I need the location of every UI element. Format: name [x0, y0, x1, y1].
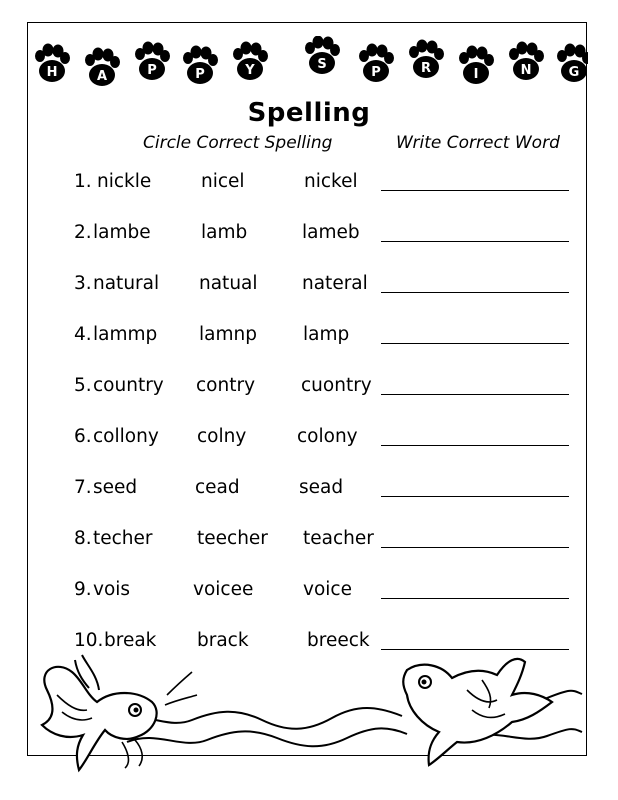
- paw-print-letter-icon: [233, 42, 268, 81]
- banner-letter: P: [195, 67, 205, 82]
- choice-3[interactable]: lameb: [302, 222, 360, 243]
- choice-1[interactable]: break: [104, 630, 157, 651]
- choice-2[interactable]: teecher: [197, 528, 268, 549]
- instruction-circle: Circle Correct Spelling: [143, 133, 333, 153]
- choice-3[interactable]: breeck: [307, 630, 370, 651]
- banner-letter: R: [420, 61, 432, 76]
- choice-3[interactable]: colony: [297, 426, 358, 447]
- answer-line[interactable]: [381, 445, 569, 446]
- instruction-write: Write Correct Word: [396, 133, 560, 153]
- paw-print-letter-icon: [409, 40, 444, 79]
- banner-letter: G: [568, 65, 580, 80]
- word-row: [0, 426, 618, 456]
- worksheet-title: Spelling: [247, 98, 371, 128]
- row-number: 7.: [74, 477, 92, 498]
- paw-print-letter-icon: [35, 44, 70, 83]
- choice-2[interactable]: lamnp: [199, 324, 257, 345]
- choice-1[interactable]: nickle: [97, 171, 152, 192]
- choice-2[interactable]: nicel: [201, 171, 245, 192]
- banner-letter: H: [46, 65, 58, 80]
- paw-print-letter-icon: [85, 48, 120, 87]
- paw-print-letter-icon: [359, 44, 394, 83]
- fish-left-icon: [42, 655, 197, 770]
- paw-print-letter-icon: [183, 46, 218, 85]
- choice-3[interactable]: voice: [303, 579, 352, 600]
- choice-1[interactable]: vois: [93, 579, 131, 600]
- choice-2[interactable]: contry: [196, 375, 256, 396]
- row-number: 10.: [74, 630, 104, 651]
- choice-1[interactable]: collony: [93, 426, 159, 447]
- choice-2[interactable]: colny: [197, 426, 247, 447]
- choice-2[interactable]: natual: [199, 273, 258, 294]
- choice-1[interactable]: lammp: [93, 324, 158, 345]
- choice-3[interactable]: cuontry: [301, 375, 372, 396]
- banner-letter: N: [520, 63, 532, 78]
- word-row: [0, 222, 618, 252]
- row-number: 3.: [74, 273, 92, 294]
- happy-spring-paw-banner: [30, 36, 588, 90]
- choice-1[interactable]: techer: [93, 528, 153, 549]
- paw-print-letter-icon: [135, 42, 170, 81]
- paw-print-letter-icon: [459, 46, 494, 85]
- answer-line[interactable]: [381, 292, 569, 293]
- word-row: [0, 477, 618, 507]
- choice-3[interactable]: lamp: [303, 324, 350, 345]
- choice-2[interactable]: lamb: [201, 222, 248, 243]
- word-row: [0, 171, 618, 201]
- answer-line[interactable]: [381, 190, 569, 191]
- paw-print-letter-icon: [305, 36, 340, 74]
- paw-print-letter-icon: [557, 44, 588, 83]
- word-row: [0, 273, 618, 303]
- fish-right-icon: [403, 659, 552, 765]
- choice-3[interactable]: nateral: [302, 273, 368, 294]
- choice-1[interactable]: natural: [93, 273, 160, 294]
- choice-2[interactable]: brack: [197, 630, 249, 651]
- choice-2[interactable]: cead: [195, 477, 240, 498]
- choice-1[interactable]: lambe: [93, 222, 151, 243]
- answer-line[interactable]: [381, 343, 569, 344]
- row-number: 9.: [74, 579, 92, 600]
- banner-letter: P: [371, 65, 381, 80]
- answer-line[interactable]: [381, 394, 569, 395]
- choice-3[interactable]: sead: [299, 477, 344, 498]
- choice-3[interactable]: nickel: [304, 171, 358, 192]
- word-row: [0, 528, 618, 558]
- answer-line[interactable]: [381, 496, 569, 497]
- word-row: [0, 324, 618, 354]
- word-row: [0, 579, 618, 609]
- row-number: 8.: [74, 528, 92, 549]
- banner-letter: A: [96, 69, 108, 84]
- banner-letter: P: [147, 63, 157, 78]
- paw-print-letter-icon: [509, 42, 544, 81]
- choice-1[interactable]: seed: [93, 477, 138, 498]
- row-number: 6.: [74, 426, 92, 447]
- answer-line[interactable]: [381, 547, 569, 548]
- banner-letter: S: [317, 57, 327, 72]
- choice-3[interactable]: teacher: [303, 528, 374, 549]
- row-number: 4.: [74, 324, 92, 345]
- row-number: 1.: [74, 171, 92, 192]
- row-number: 5.: [74, 375, 92, 396]
- choice-1[interactable]: country: [93, 375, 164, 396]
- word-row: [0, 375, 618, 405]
- banner-letter: I: [473, 67, 479, 82]
- answer-line[interactable]: [381, 598, 569, 599]
- banner-letter: Y: [245, 63, 255, 78]
- row-number: 2.: [74, 222, 92, 243]
- choice-2[interactable]: voicee: [193, 579, 254, 600]
- fish-and-waves-illustration: [27, 650, 587, 780]
- answer-line[interactable]: [381, 241, 569, 242]
